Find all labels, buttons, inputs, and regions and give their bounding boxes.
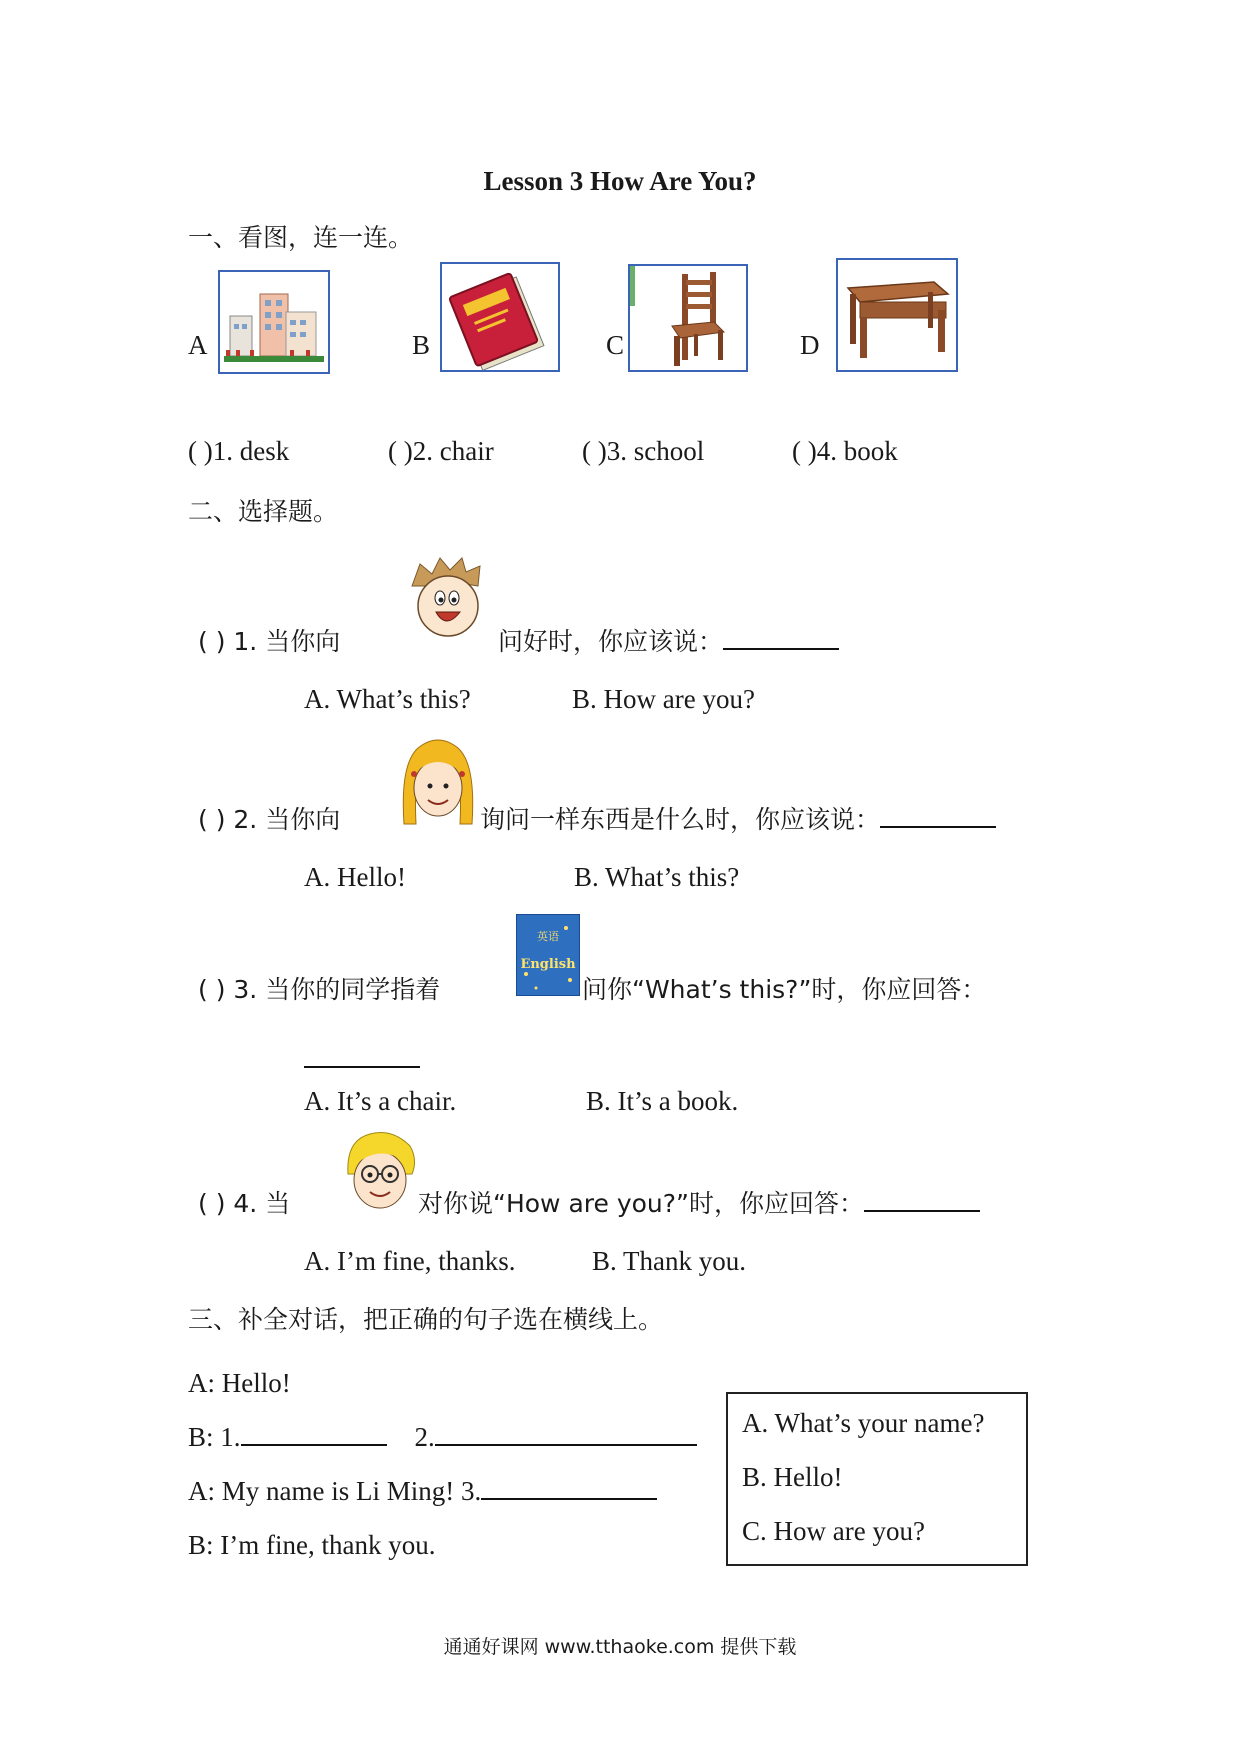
answer-blank-2[interactable]: [880, 804, 996, 828]
desk-picture: [836, 258, 958, 372]
book-cover-cn: 英语: [537, 930, 559, 943]
dialogue-option-a: A. What’s your name?: [742, 1408, 985, 1438]
dialogue-line-b1: [188, 1422, 697, 1453]
blonde-person-face-icon: [342, 1130, 418, 1212]
chair-icon: [630, 266, 746, 370]
question-4-option-b: B. Thank you.: [592, 1246, 746, 1276]
dialogue-line-a2: [188, 1476, 657, 1507]
section-3-heading: 三、补全对话，把正确的句子选在横线上。: [188, 1305, 664, 1334]
picture-letter-d: D: [800, 330, 820, 360]
english-book-icon: [516, 914, 580, 996]
dialogue-b1-mid: 2.: [414, 1422, 435, 1452]
book-icon: [442, 264, 558, 370]
question-2-suffix: [480, 800, 996, 836]
picture-letter-b: B: [412, 330, 431, 360]
boy-face-icon: [406, 556, 486, 642]
match-item-4: ( )4. book: [792, 436, 898, 466]
dialogue-options-box: [726, 1392, 1028, 1566]
question-1-option-b: B. How are you?: [572, 684, 755, 714]
dialogue-blank-2[interactable]: [435, 1422, 697, 1446]
dialogue-line-b2: B: I’m fine, thank you.: [188, 1530, 436, 1560]
question-4-prefix: ( ) 4. 当: [198, 1189, 291, 1218]
dialogue-b1-prefix: B: 1.: [188, 1422, 241, 1452]
picture-letter-a: A: [188, 330, 208, 360]
question-3-image: [516, 914, 580, 996]
question-3-option-a: A. It’s a chair.: [304, 1086, 457, 1116]
question-1-image: [406, 556, 486, 642]
dialogue-blank-3[interactable]: [481, 1476, 657, 1500]
book-cover-en: English: [520, 957, 576, 972]
answer-blank-4[interactable]: [864, 1188, 980, 1212]
book-picture: [440, 262, 560, 372]
question-2-prefix: ( ) 2. 当你向: [198, 805, 341, 834]
desk-icon: [838, 260, 956, 370]
dialogue-option-c: C. How are you?: [742, 1516, 925, 1546]
question-4-option-a: A. I’m fine, thanks.: [304, 1246, 516, 1276]
match-item-3: ( )3. school: [582, 436, 705, 466]
question-3-prefix: ( ) 3. 当你的同学指着: [198, 975, 441, 1004]
question-3-suffix: 问你“What’s this?”时，你应回答：: [582, 975, 987, 1004]
footer-credit: 通通好课网 www.tthaoke.com 提供下载: [443, 1636, 797, 1658]
question-2-option-b: B. What’s this?: [574, 862, 740, 892]
dialogue-line-a1: A: Hello!: [188, 1368, 291, 1398]
question-2-image: [396, 734, 480, 830]
dialogue-option-b: B. Hello!: [742, 1462, 843, 1492]
dialogue-blank-1[interactable]: [241, 1422, 387, 1446]
question-2-suffix-text: 询问一样东西是什么时，你应该说：: [480, 805, 881, 834]
section-2-heading: 二、选择题。: [188, 497, 339, 526]
question-3-answer-line: [304, 1044, 420, 1072]
school-picture: [218, 270, 330, 374]
picture-letter-c: C: [606, 330, 625, 360]
school-building-icon: [220, 272, 328, 372]
match-item-1: ( )1. desk: [188, 436, 290, 466]
question-4-image: [342, 1130, 418, 1212]
answer-blank-3[interactable]: [304, 1044, 420, 1068]
question-1-suffix: [498, 622, 839, 658]
question-1-prefix: ( ) 1. 当你向: [198, 627, 341, 656]
chair-picture: [628, 264, 748, 372]
page-title: Lesson 3 How Are You?: [483, 166, 757, 196]
question-1-suffix-text: 问好时，你应该说：: [498, 627, 724, 656]
girl-face-icon: [396, 734, 480, 830]
question-3-option-b: B. It’s a book.: [586, 1086, 739, 1116]
answer-blank-1[interactable]: [723, 626, 839, 650]
question-1-option-a: A. What’s this?: [304, 684, 471, 714]
section-1-heading: 一、看图，连一连。: [188, 223, 414, 252]
question-4-suffix: [418, 1184, 980, 1220]
question-2-option-a: A. Hello!: [304, 862, 406, 892]
question-4-suffix-text: 对你说“How are you?”时，你应回答：: [418, 1189, 864, 1218]
match-item-2: ( )2. chair: [388, 436, 494, 466]
dialogue-a2-prefix: A: My name is Li Ming! 3.: [188, 1476, 482, 1506]
